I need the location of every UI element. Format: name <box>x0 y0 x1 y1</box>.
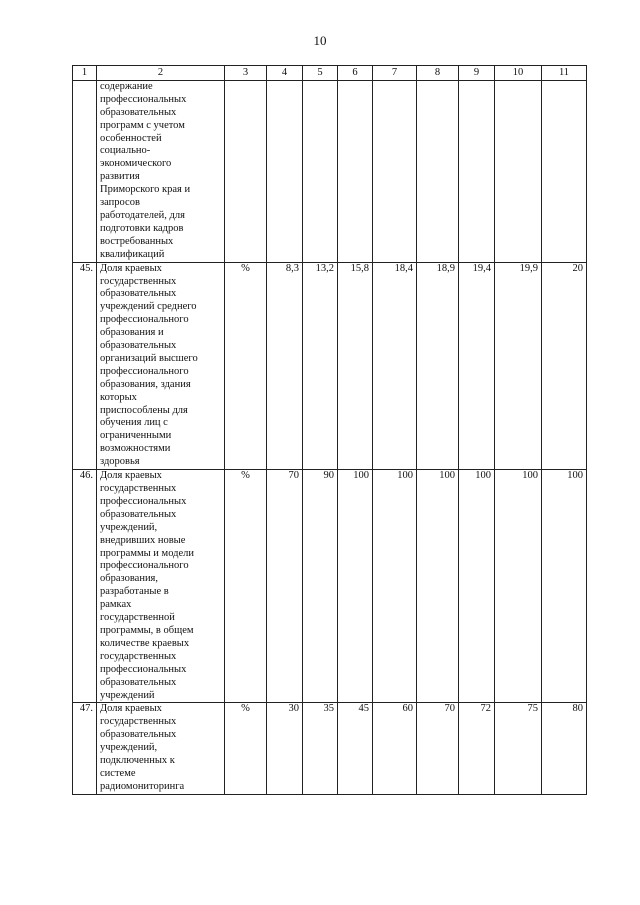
value-cell <box>338 80 373 262</box>
indicator-name <box>97 703 225 794</box>
indicator-name-line: приспособлены для <box>100 404 188 416</box>
value-cell: 100 <box>373 470 417 703</box>
value-cell: 100 <box>338 470 373 703</box>
column-header: 4 <box>267 66 303 81</box>
indicator-name-line: образования, здания <box>100 378 191 390</box>
value-cell: 100 <box>495 470 542 703</box>
value-cell: 20 <box>542 262 587 470</box>
value-cell: 90 <box>303 470 338 703</box>
indicator-name-line: Приморского края и <box>100 184 191 196</box>
indicator-name-line: программы, в общем <box>100 624 194 636</box>
indicator-name-line: особенностей <box>100 132 162 144</box>
column-header: 2 <box>97 66 225 81</box>
row-number <box>73 80 97 262</box>
indicator-name-line: подготовки кадров <box>100 222 184 234</box>
indicator-name-line: профессиональных <box>100 663 187 675</box>
indicator-name-line: содержание <box>100 80 153 92</box>
indicator-name-line: системе <box>100 767 136 779</box>
indicator-name-line: профессиональных <box>100 495 187 507</box>
indicator-name-line: Доля краевых <box>100 262 162 274</box>
indicator-name-line: обучения лиц с <box>100 417 168 429</box>
indicator-name-line: образовательных <box>100 340 177 352</box>
value-cell: 15,8 <box>338 262 373 470</box>
row-number: 47. <box>73 703 97 794</box>
indicator-name-line: профессионального <box>100 365 189 377</box>
value-cell <box>267 80 303 262</box>
table-row <box>73 262 587 470</box>
indicator-name-line: учреждений среднего <box>100 301 197 313</box>
column-header: 5 <box>303 66 338 81</box>
indicator-name-line: Доля краевых <box>100 703 162 715</box>
table-row <box>73 80 587 262</box>
row-number: 45. <box>73 262 97 470</box>
indicator-name-line: государственных <box>100 483 177 494</box>
indicator-name-line: востребованных <box>100 235 174 247</box>
column-header: 9 <box>459 66 495 81</box>
column-header: 11 <box>542 66 587 81</box>
table-row <box>73 470 587 703</box>
row-number: 46. <box>73 470 97 703</box>
column-header: 10 <box>495 66 542 81</box>
indicator-name-line: работодателей, для <box>100 209 185 221</box>
value-cell <box>495 80 542 262</box>
unit-cell: % <box>225 262 267 470</box>
value-cell <box>373 80 417 262</box>
indicator-name-line: профессионального <box>100 314 189 326</box>
unit-cell: % <box>225 703 267 794</box>
indicator-name-line: образовательных <box>100 288 177 300</box>
indicator-name-line: подключенных к <box>100 755 175 767</box>
indicator-name-line: образовательных <box>100 729 177 741</box>
value-cell: 35 <box>303 703 338 794</box>
indicator-name-line: государственных <box>100 716 177 728</box>
indicator-name-line: профессионального <box>100 560 189 572</box>
indicator-name-line: государственных <box>100 275 177 287</box>
value-cell <box>542 80 587 262</box>
value-cell: 30 <box>267 703 303 794</box>
indicator-name-line: возможностями <box>100 443 171 455</box>
value-cell: 13,2 <box>303 262 338 470</box>
value-cell: 18,4 <box>373 262 417 470</box>
indicator-name-line: образования, <box>100 573 159 585</box>
indicator-name-line: экономического <box>100 158 172 170</box>
indicator-name-line: разработаные в <box>100 586 169 598</box>
value-cell: 19,9 <box>495 262 542 470</box>
value-cell: 100 <box>542 470 587 703</box>
value-cell: 72 <box>459 703 495 794</box>
value-cell: 60 <box>373 703 417 794</box>
indicator-name-line: профессиональных <box>100 93 187 105</box>
indicator-name <box>97 262 225 470</box>
indicator-name-line: организаций высшего <box>100 352 198 364</box>
column-header: 7 <box>373 66 417 81</box>
value-cell: 70 <box>417 703 459 794</box>
indicator-name-line: образовательных <box>100 676 177 688</box>
indicator-name-line: рамках <box>100 599 132 611</box>
value-cell: 100 <box>417 470 459 703</box>
indicator-name-line: развития <box>100 171 140 183</box>
indicator-name-line: государственных <box>100 650 177 662</box>
column-header: 3 <box>225 66 267 81</box>
indicator-name-line: учреждений <box>100 689 155 701</box>
indicator-name-line: ограниченными <box>100 430 172 442</box>
column-header: 1 <box>73 66 97 81</box>
indicator-name-line: государственной <box>100 612 175 624</box>
indicator-name-line: Доля краевых <box>100 470 162 482</box>
value-cell: 80 <box>542 703 587 794</box>
indicator-name-line: программ с учетом <box>100 119 185 131</box>
value-cell: 75 <box>495 703 542 794</box>
table-row <box>73 703 587 794</box>
indicator-name-line: образовательных <box>100 508 177 520</box>
indicator-name-line: запросов <box>100 197 140 209</box>
unit-cell: % <box>225 470 267 703</box>
indicator-name-line: квалификаций <box>100 248 165 260</box>
unit-cell <box>225 80 267 262</box>
indicator-name-line: образовательных <box>100 106 177 118</box>
indicator-name-line: учреждений, <box>100 742 158 754</box>
page-number: 10 <box>313 33 327 48</box>
value-cell: 70 <box>267 470 303 703</box>
indicator-name-line: внедривших новые <box>100 534 186 546</box>
indicators-table <box>72 65 587 795</box>
value-cell: 8,3 <box>267 262 303 470</box>
indicator-name-line: количестве краевых <box>100 637 190 649</box>
value-cell <box>303 80 338 262</box>
value-cell: 45 <box>338 703 373 794</box>
indicator-name-line: здоровья <box>100 456 140 468</box>
indicator-name <box>97 80 225 262</box>
value-cell: 19,4 <box>459 262 495 470</box>
value-cell <box>459 80 495 262</box>
column-header: 8 <box>417 66 459 81</box>
value-cell: 18,9 <box>417 262 459 470</box>
indicator-name <box>97 470 225 703</box>
table-header-row <box>73 66 587 81</box>
indicator-name-line: социально- <box>100 145 151 157</box>
value-cell <box>417 80 459 262</box>
value-cell: 100 <box>459 470 495 703</box>
indicator-name-line: образования и <box>100 327 164 339</box>
column-header: 6 <box>338 66 373 81</box>
indicator-name-line: учреждений, <box>100 521 158 533</box>
indicator-name-line: которых <box>100 391 137 403</box>
indicator-name-line: программы и модели <box>100 547 195 559</box>
indicator-name-line: радиомониторинга <box>100 780 185 792</box>
